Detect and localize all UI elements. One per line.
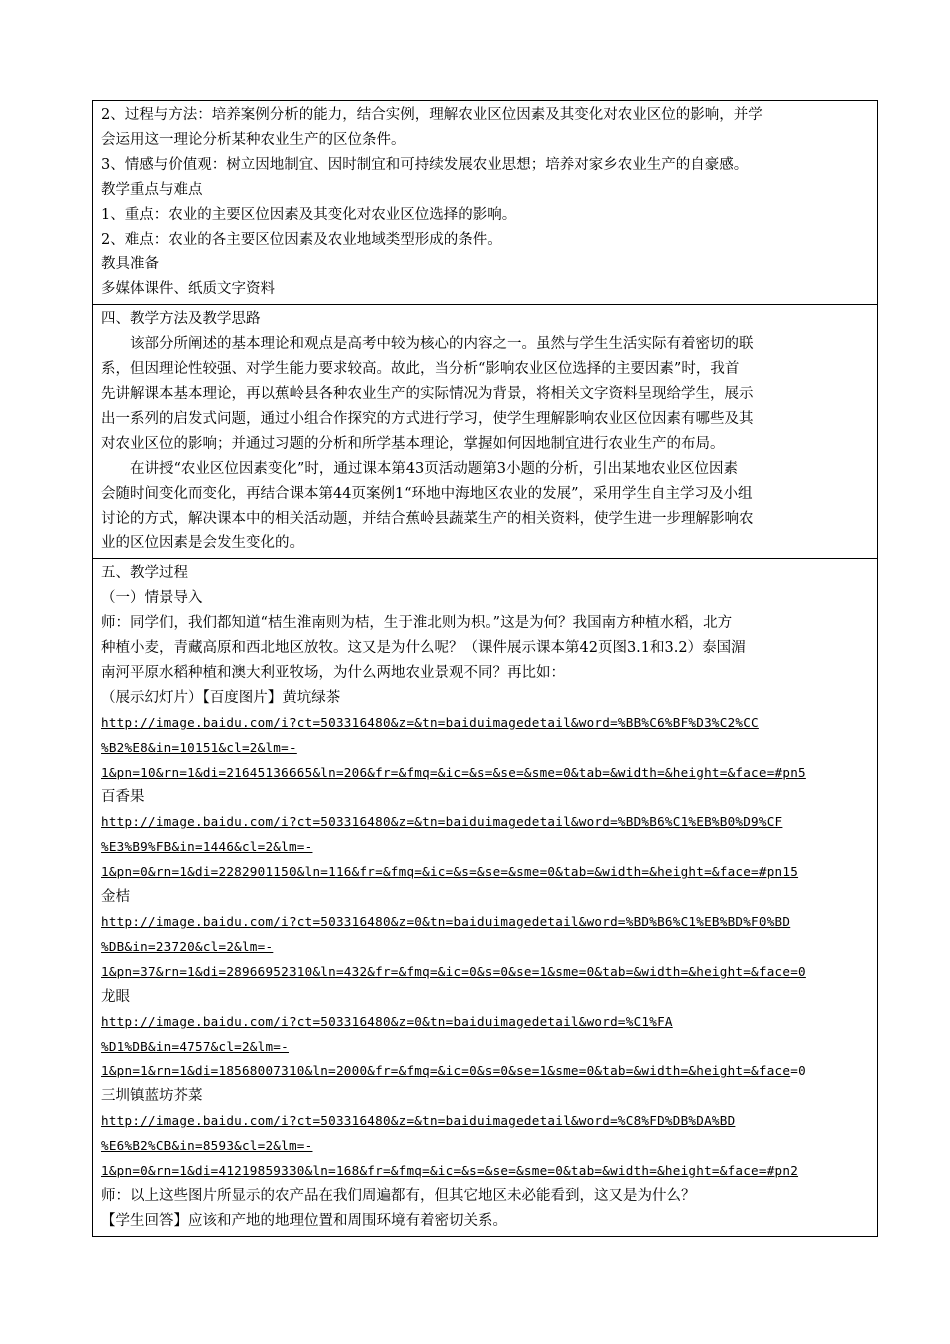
section-heading: 五、教学过程 <box>101 565 188 582</box>
link-line[interactable] <box>101 835 869 860</box>
link-line[interactable] <box>101 1109 869 1134</box>
link-line[interactable] <box>101 910 869 935</box>
text-line: 2、过程与方法：培养案例分析的能力，结合实例，理解农业区位因素及其变化对农业区位的影响，并学 <box>101 107 763 123</box>
link-tail-text: =0 <box>790 1063 806 1079</box>
link-line[interactable] <box>101 1159 869 1184</box>
table-row <box>93 305 878 559</box>
student-answer: 【学生回答】应该和产地的地理位置和周围环境有着密切关系。 <box>101 1212 507 1229</box>
link-line[interactable] <box>101 1010 869 1035</box>
objectives-cell <box>93 101 878 305</box>
product-label: 龙眼 <box>101 988 130 1005</box>
product-label: 金桔 <box>101 889 130 906</box>
text-line: 系，但因理论性较强、对学生能力要求较高。故此，当分析“影响农业区位选择的主要因素”时，我首 <box>101 361 740 378</box>
image-link[interactable]: http://image.baidu.com/i?ct=503316480&z=0&tn=baiduimagedetail&word=%C1%FA <box>101 1013 673 1029</box>
image-link[interactable]: %D1%DB&in=4757&cl=2&lm=- <box>101 1038 289 1054</box>
text-line: 该部分所阐述的基本理论和观点是高考中较为核心的内容之一。虽然与学生生活实际有着密切的联 <box>130 336 754 353</box>
image-link[interactable]: 1&pn=0&rn=1&di=41219859330&ln=168&fr=&fmq=&ic=&s=&se=&sme=0&tab=&width=&height=&face=#pn2 <box>101 1163 799 1179</box>
text-line: 2、难点：农业的各主要区位因素及农业地域类型形成的条件。 <box>101 231 502 248</box>
section-heading: 四、教学方法及教学思路 <box>101 311 261 328</box>
product-label: 三圳镇蓝坊芥菜 <box>101 1088 203 1105</box>
table-row <box>93 101 878 305</box>
text-line: 在讲授“农业区位因素变化”时，通过课本第43页活动题第3小题的分析，引出某地农业区位因素 <box>130 460 738 477</box>
link-line[interactable] <box>101 1059 869 1084</box>
image-link[interactable]: %E6%B2%CB&in=8593&cl=2&lm=- <box>101 1138 313 1154</box>
image-link[interactable]: http://image.baidu.com/i?ct=503316480&z=0&tn=baiduimagedetail&word=%BD%B6%C1%EB%BD%F0%BD <box>101 914 791 929</box>
image-link[interactable]: http://image.baidu.com/i?ct=503316480&z=&tn=baiduimagedetail&word=%C8%FD%DB%DA%BD <box>101 1113 736 1129</box>
process-cell <box>93 559 878 1236</box>
image-link[interactable]: %E3%B9%FB&in=1446&cl=2&lm=- <box>101 839 313 855</box>
text-line: 师：以上这些图片所显示的农产品在我们周遍都有，但其它地区未必能看到，这又是为什么？ <box>101 1187 696 1204</box>
text-line: 种植小麦，青藏高原和西北地区放牧。这又是为什么呢？（课件展示课本第42页图3.1和3.2）泰国湄 <box>101 640 746 657</box>
link-line[interactable] <box>101 736 869 761</box>
text-line: 先讲解课本基本理论，再以蕉岭县各种农业生产的实际情况为背景，将相关文字资料呈现给学生，展示 <box>101 385 754 402</box>
text-line: 多媒体课件、纸质文字资料 <box>101 281 275 298</box>
subsection-heading: （一）情景导入 <box>101 590 203 607</box>
key-points-heading: 教学重点与难点 <box>101 181 203 198</box>
link-line[interactable] <box>101 935 869 960</box>
text-line: 3、情感与价值观：树立因地制宜、因时制宜和可持续发展农业思想；培养对家乡农业生产的自豪感。 <box>101 156 749 173</box>
lesson-plan-table <box>92 100 878 1237</box>
text-line: 1、重点：农业的主要区位因素及其变化对农业区位选择的影响。 <box>101 206 517 223</box>
product-label: 百香果 <box>101 789 145 806</box>
image-link[interactable]: %B2%E8&in=10151&cl=2&lm=- <box>101 739 297 755</box>
link-line[interactable] <box>101 1035 869 1060</box>
link-line[interactable] <box>101 810 869 835</box>
table-row <box>93 559 878 1236</box>
link-line[interactable] <box>101 761 869 786</box>
text-line: （展示幻灯片）【百度图片】黄坑绿茶 <box>101 689 341 706</box>
link-line[interactable] <box>101 960 869 985</box>
text-line: 对农业区位的影响；并通过习题的分析和所学基本理论，掌握如何因地制宜进行农业生产的布局。 <box>101 435 725 452</box>
teaching-aids-heading: 教具准备 <box>101 256 159 273</box>
text-line: 师：同学们，我们都知道“桔生淮南则为桔，生于淮北则为枳。”这是为何？我国南方种植水稻，北方 <box>101 615 733 632</box>
text-line: 出一系列的启发式问题，通过小组合作探究的方式进行学习，使学生理解影响农业区位因素有哪些及其 <box>101 410 754 427</box>
text-line: 讨论的方式，解决课本中的相关活动题，并结合蕉岭县蔬菜生产的相关资料，使学生进一步理解影响农 <box>101 510 754 527</box>
text-line: 会运用这一理论分析某种农业生产的区位条件。 <box>101 131 406 148</box>
image-link[interactable]: 1&pn=10&rn=1&di=21645136665&ln=206&fr=&fmq=&ic=&s=&se=&sme=0&tab=&width=&height=&face=#pn5 <box>101 764 806 780</box>
text-line: 南河平原水稻种植和澳大利亚牧场，为什么两地农业景观不同？再比如： <box>101 664 565 681</box>
methods-cell <box>93 305 878 559</box>
link-line[interactable] <box>101 1134 869 1159</box>
image-link[interactable]: 1&pn=37&rn=1&di=28966952310&ln=432&fr=&fmq=&ic=0&s=0&se=1&sme=0&tab=&width=&height=&face=0 <box>101 963 806 979</box>
text-line: 业的区位因素是会发生变化的。 <box>101 535 304 552</box>
image-link[interactable]: http://image.baidu.com/i?ct=503316480&z=&tn=baiduimagedetail&word=%BD%B6%C1%EB%B0%D9%CF <box>101 814 783 830</box>
image-link[interactable]: 1&pn=0&rn=1&di=2282901150&ln=116&fr=&fmq=&ic=&s=&se=&sme=0&tab=&width=&height=&face=#pn15 <box>101 864 799 880</box>
image-link[interactable]: http://image.baidu.com/i?ct=503316480&z=&tn=baiduimagedetail&word=%BB%C6%BF%D3%C2%CC <box>101 714 759 730</box>
image-link[interactable]: %DB&in=23720&cl=2&lm=- <box>101 938 274 954</box>
link-line[interactable] <box>101 711 869 736</box>
image-link[interactable]: 1&pn=1&rn=1&di=18568007310&ln=2000&fr=&fmq=&ic=0&s=0&se=1&sme=0&tab=&width=&height=&face <box>101 1063 791 1079</box>
text-line: 会随时间变化而变化，再结合课本第44页案例1“环地中海地区农业的发展”，采用学生自主学习及小组 <box>101 485 753 502</box>
link-line[interactable] <box>101 860 869 885</box>
